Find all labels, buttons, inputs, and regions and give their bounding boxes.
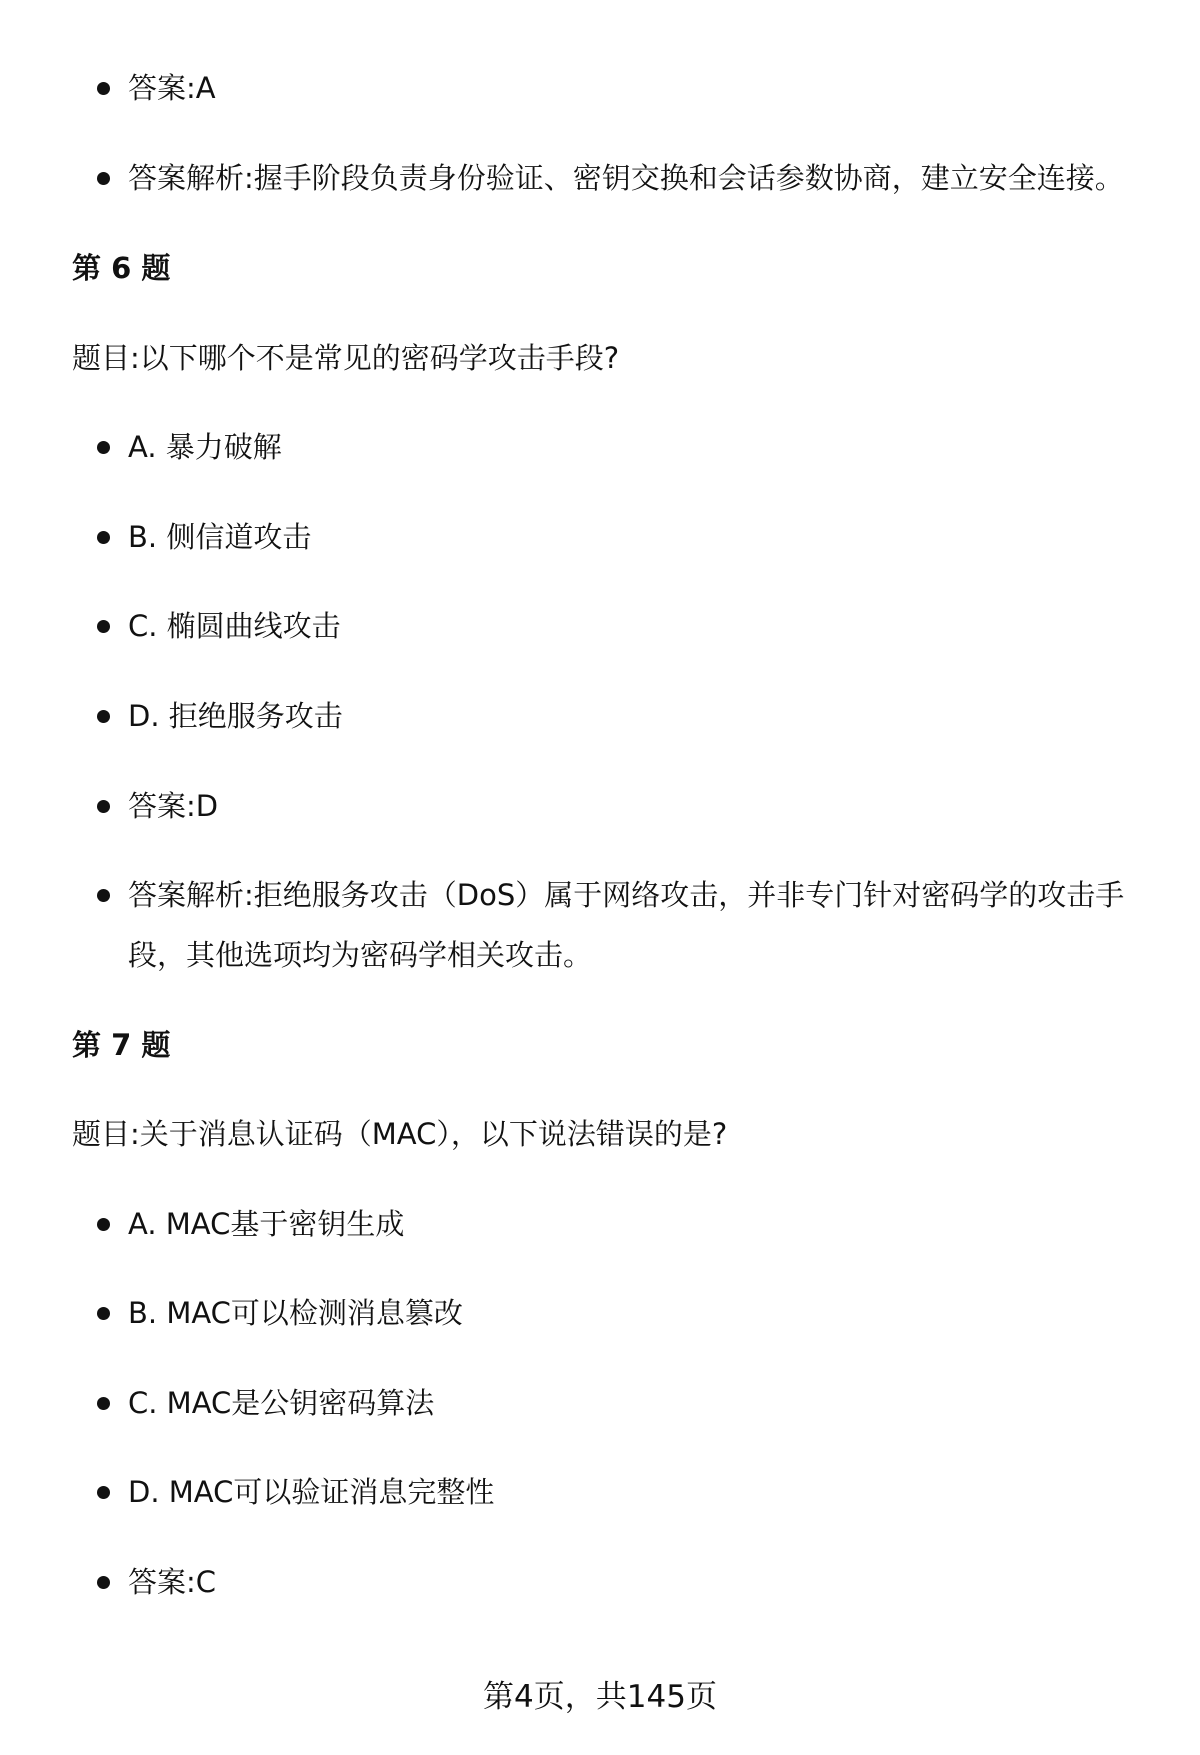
bullet-icon [97, 710, 110, 723]
q5-explanation: 答案解析:握手阶段负责身份验证、密钥交换和会话参数协商，建立安全连接。 [128, 161, 1124, 195]
q7-heading: 第 7 题 [72, 1028, 171, 1062]
q6-answer: 答案:D [128, 789, 219, 823]
option-text: C. 椭圆曲线攻击 [128, 609, 341, 643]
option-text: A. 暴力破解 [128, 430, 282, 464]
q7-prompt: 题目:关于消息认证码（MAC），以下说法错误的是? [72, 1117, 728, 1151]
q6-prompt: 题目:以下哪个不是常见的密码学攻击手段? [72, 341, 620, 375]
bullet-icon [97, 531, 110, 544]
bullet-icon [97, 172, 110, 185]
bullet-icon [97, 1307, 110, 1320]
q6-heading: 第 6 题 [72, 251, 171, 285]
q5-answer: 答案:A [128, 71, 216, 105]
q7-answer: 答案:C [128, 1565, 217, 1599]
option-text: D. MAC可以验证消息完整性 [128, 1475, 495, 1509]
bullet-icon [97, 1397, 110, 1410]
bullet-icon [97, 620, 110, 633]
bullet-icon [97, 1576, 110, 1589]
bullet-icon [97, 1218, 110, 1231]
option-text: B. 侧信道攻击 [128, 520, 312, 554]
bullet-icon [97, 1486, 110, 1499]
q6-explanation: 答案解析:拒绝服务攻击（DoS）属于网络攻击，并非专门针对密码学的攻击手段，其他选项均为密码学相关攻击。 [128, 878, 1125, 972]
option-text: C. MAC是公钥密码算法 [128, 1386, 435, 1420]
page-number: 第4页，共145页 [483, 1679, 717, 1715]
option-text: B. MAC可以检测消息篡改 [128, 1296, 463, 1330]
option-text: D. 拒绝服务攻击 [128, 699, 343, 733]
bullet-icon [97, 800, 110, 813]
option-text: A. MAC基于密钥生成 [128, 1207, 405, 1241]
bullet-icon [97, 82, 110, 95]
bullet-icon [97, 441, 110, 454]
bullet-icon [97, 889, 110, 902]
